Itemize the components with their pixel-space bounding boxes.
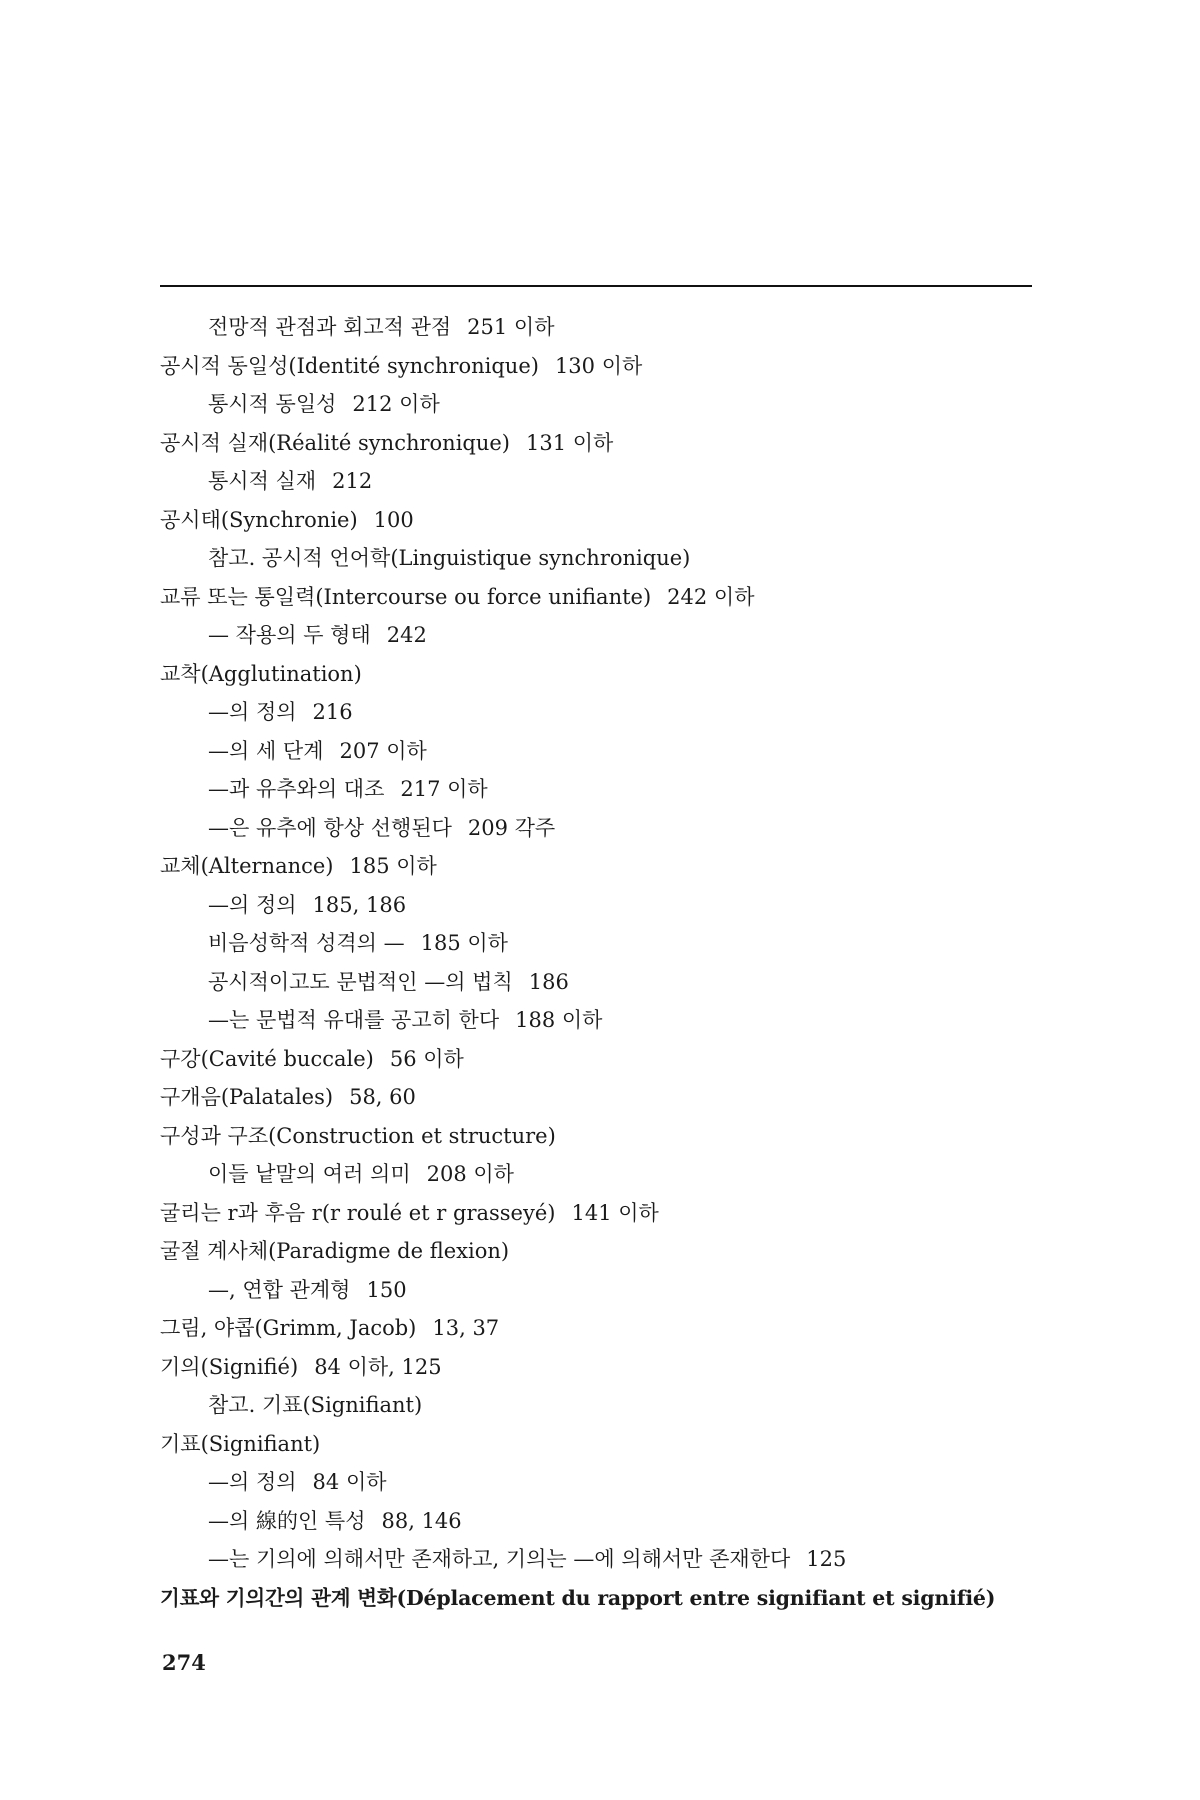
entry-pages: 150 [366, 1277, 407, 1302]
index-entry [160, 1348, 1060, 1387]
index-entry [160, 655, 1060, 694]
entry-term: 교류 또는 통일력(Intercourse ou force unifiante) [160, 584, 652, 609]
index-entry [160, 308, 1060, 347]
entry-pages: 209 각주 [467, 815, 556, 840]
index-entry [160, 578, 1060, 617]
entry-term: —, 연합 관계형 [208, 1277, 351, 1302]
entry-term: 기표와 기의간의 관계 변화(Déplacement du rapport entre signifiant et signifié) [160, 1585, 996, 1610]
entry-pages: 208 이하 [426, 1162, 514, 1186]
entry-pages: 185 이하 [420, 931, 508, 955]
index-entry [160, 770, 1060, 809]
entry-term: 통시적 실재 [208, 469, 317, 493]
entry-term: 구개음(Palatales) [160, 1085, 334, 1109]
entry-term: 교체(Alternance) [160, 854, 334, 878]
index-entry [160, 693, 1060, 732]
index-entry [160, 1425, 1060, 1464]
index-entry [160, 924, 1060, 963]
entry-pages: 217 이하 [400, 777, 488, 801]
entry-pages: 251 이하 [467, 315, 555, 339]
index-entry [160, 501, 1060, 540]
index-entry [160, 1540, 1060, 1579]
entry-pages: 125 [806, 1547, 847, 1571]
entry-pages: 130 이하 [554, 353, 643, 378]
entry-pages: 185, 186 [312, 892, 407, 917]
entry-pages: 242 이하 [667, 584, 755, 609]
entry-pages: 88, 146 [381, 1508, 462, 1533]
entry-pages: 58, 60 [349, 1085, 416, 1109]
entry-term: —은 유추에 항상 선행된다 [208, 815, 452, 840]
index-entry [160, 347, 1060, 386]
index-entry [160, 1040, 1060, 1079]
entry-term: 기표(Signifiant) [160, 1431, 321, 1456]
index-entry [160, 1155, 1060, 1194]
entry-pages: 131 이하 [526, 430, 614, 455]
top-rule [160, 285, 1032, 287]
entry-term: 그림, 야콥(Grimm, Jacob) [160, 1316, 417, 1340]
index-entry [160, 424, 1060, 463]
index-entry [160, 1078, 1060, 1117]
entry-term: 구강(Cavité buccale) [160, 1046, 374, 1071]
entry-term: 이들 낱말의 여러 의미 [208, 1162, 411, 1186]
entry-term: 공시태(Synchronie) [160, 507, 358, 532]
entry-pages: 188 이하 [515, 1008, 603, 1032]
index-entry [160, 732, 1060, 771]
index-entry [160, 1271, 1060, 1310]
entry-pages: 141 이하 [571, 1200, 659, 1225]
entry-term: 참고. 기표(Signifiant) [208, 1393, 423, 1417]
entry-term: 굴리는 r과 후음 r(r roulé et r grasseyé) [160, 1200, 556, 1225]
entry-term: —의 線的인 특성 [208, 1508, 366, 1533]
index-entry [160, 1579, 1060, 1618]
entry-term: —의 정의 [208, 892, 297, 917]
index-entry [160, 1463, 1060, 1502]
index-entry [160, 809, 1060, 848]
entry-term: 공시적 실재(Réalité synchronique) [160, 430, 510, 455]
entry-term: — 작용의 두 형태 [208, 623, 371, 647]
entry-pages: 13, 37 [432, 1316, 500, 1340]
entry-pages: 185 이하 [349, 854, 437, 878]
index-entry [160, 1502, 1060, 1541]
index-entry [160, 1001, 1060, 1040]
entry-term: 공시적 동일성(Identité synchronique) [160, 353, 539, 378]
entry-pages: 212 [332, 469, 373, 493]
index-entry [160, 1232, 1060, 1271]
entry-term: 통시적 동일성 [208, 392, 337, 416]
entry-pages: 84 이하 [312, 1470, 387, 1494]
entry-term: 기의(Signifié) [160, 1354, 299, 1379]
entry-term: 비음성학적 성격의 — [208, 931, 405, 955]
index-entry [160, 1194, 1060, 1233]
entry-term: 구성과 구조(Construction et structure) [160, 1123, 556, 1148]
page-number: 274 [162, 1650, 206, 1675]
index-entry [160, 847, 1060, 886]
entry-pages: 100 [373, 507, 414, 532]
entry-pages: 56 이하 [389, 1046, 464, 1071]
entry-term: —의 정의 [208, 1470, 297, 1494]
entry-term: —는 문법적 유대를 공고히 한다 [208, 1008, 500, 1032]
entry-pages: 216 [312, 700, 353, 724]
entry-term: 교착(Agglutination) [160, 661, 362, 686]
entry-term: —의 정의 [208, 700, 297, 724]
index-entry [160, 1117, 1060, 1156]
entry-pages: 207 이하 [339, 738, 427, 763]
index-entry [160, 886, 1060, 925]
index-entry [160, 1386, 1060, 1425]
index-entry [160, 462, 1060, 501]
entry-term: —는 기의에 의해서만 존재하고, 기의는 —에 의해서만 존재한다 [208, 1547, 791, 1571]
entry-pages: 186 [528, 969, 569, 994]
index-entry [160, 616, 1060, 655]
entry-pages: 212 이하 [352, 392, 440, 416]
entry-term: 전망적 관점과 회고적 관점 [208, 315, 452, 339]
entry-term: —의 세 단계 [208, 738, 324, 763]
index-entry [160, 963, 1060, 1002]
entry-pages: 84 이하, 125 [314, 1354, 442, 1379]
entry-term: 굴절 계사체(Paradigme de flexion) [160, 1239, 510, 1263]
entry-term: —과 유추와의 대조 [208, 777, 385, 801]
entry-term: 참고. 공시적 언어학(Linguistique synchronique) [208, 546, 691, 570]
entry-pages: 242 [386, 623, 427, 647]
index-entry [160, 539, 1060, 578]
index-entries [160, 308, 1060, 1617]
entry-term: 공시적이고도 문법적인 —의 법칙 [208, 969, 513, 994]
index-entry [160, 385, 1060, 424]
index-entry [160, 1309, 1060, 1348]
